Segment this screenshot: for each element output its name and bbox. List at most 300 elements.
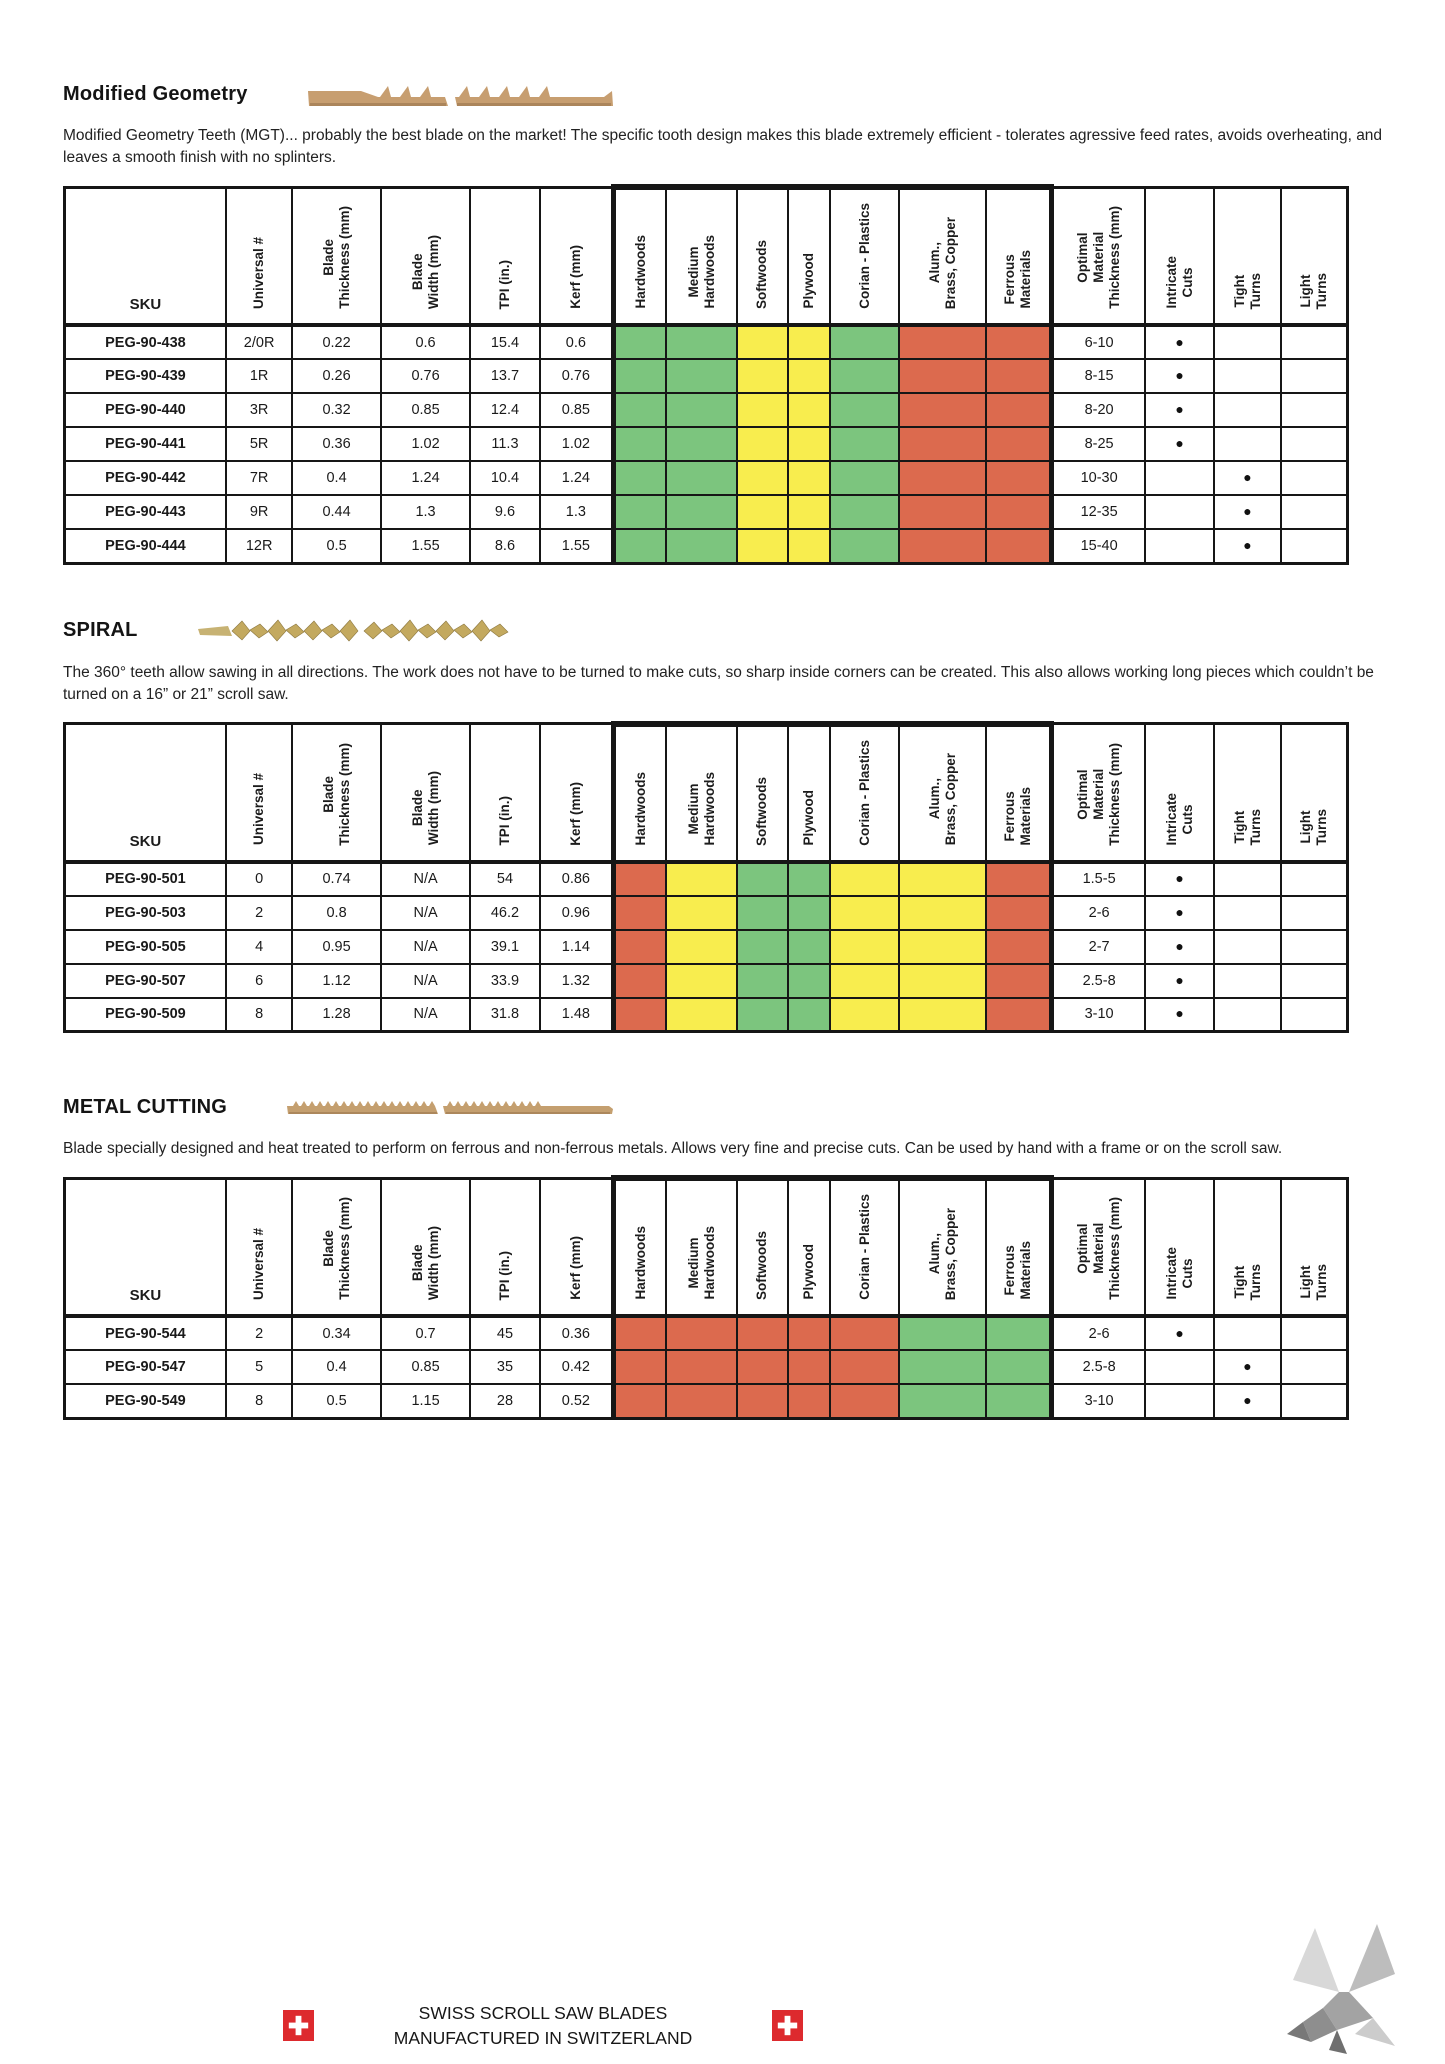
- material-cell-hardwoods: [614, 964, 666, 998]
- universal-cell: 12R: [226, 529, 293, 563]
- material-cell-ferrous-materials: [986, 896, 1051, 930]
- kerf-cell: 1.55: [540, 529, 614, 563]
- tight-cell: [1214, 964, 1281, 998]
- header-row: [65, 1178, 1348, 1316]
- header-row: [65, 724, 1348, 862]
- col-header-optimal: [1052, 724, 1145, 862]
- sku-cell: PEG-90-509: [65, 998, 226, 1032]
- material-cell-softwoods: [737, 1350, 788, 1384]
- material-cell-alum-brass-copper: [899, 529, 986, 563]
- col-header-label: TPI (in.): [496, 259, 512, 309]
- material-cell-alum-brass-copper: [899, 964, 986, 998]
- material-cell-corian-plastics: [830, 461, 899, 495]
- sku-cell: PEG-90-549: [65, 1384, 226, 1418]
- kerf-cell: 0.86: [540, 862, 614, 896]
- col-header-label: Ferrous Materials: [1002, 250, 1034, 309]
- col-header-tpi: [470, 1178, 539, 1316]
- universal-cell: 0: [226, 862, 293, 896]
- spiral-blade-icon: [196, 617, 516, 645]
- material-cell-plywood: [788, 1350, 830, 1384]
- material-cell-ferrous-materials: [986, 461, 1051, 495]
- col-header-label: Plywood: [801, 789, 817, 846]
- tight-cell: [1214, 393, 1281, 427]
- thickness-cell: 0.95: [292, 930, 380, 964]
- optimal-thickness-cell: 12-35: [1052, 495, 1145, 529]
- material-cell-alum-brass-copper: [899, 427, 986, 461]
- tight-cell: [1214, 461, 1281, 495]
- width-cell: 0.85: [381, 393, 471, 427]
- material-cell-softwoods: [737, 495, 788, 529]
- optimal-thickness-cell: 10-30: [1052, 461, 1145, 495]
- material-cell-corian-plastics: [830, 1316, 899, 1350]
- col-header-tight: [1214, 1178, 1281, 1316]
- col-header-medium-hardwoods: [666, 1178, 736, 1316]
- col-header-label: Medium Hardwoods: [685, 1226, 717, 1300]
- material-cell-softwoods: [737, 862, 788, 896]
- intricate-cell: [1145, 1384, 1214, 1418]
- col-header-label: Light Turns: [1297, 1263, 1329, 1300]
- col-header-hardwoods: [614, 187, 666, 325]
- col-header-sku: [65, 724, 226, 862]
- col-header-softwoods: [737, 724, 788, 862]
- col-header-universal: [226, 724, 293, 862]
- material-cell-ferrous-materials: [986, 930, 1051, 964]
- universal-cell: 8: [226, 998, 293, 1032]
- optimal-thickness-cell: 2.5-8: [1052, 1350, 1145, 1384]
- dot-mark: ●: [1175, 870, 1184, 886]
- material-cell-hardwoods: [614, 325, 666, 359]
- col-header-label: SKU: [129, 1287, 162, 1304]
- sku-cell: PEG-90-501: [65, 862, 226, 896]
- kerf-cell: 1.32: [540, 964, 614, 998]
- material-cell-plywood: [788, 930, 830, 964]
- intricate-cell: [1145, 359, 1214, 393]
- intricate-cell: [1145, 930, 1214, 964]
- col-header-ferrous-materials: [986, 724, 1051, 862]
- section-header: [63, 80, 1385, 108]
- dot-mark: ●: [1175, 903, 1184, 920]
- dot-mark: ●: [1175, 333, 1184, 350]
- kerf-cell: 0.6: [540, 325, 614, 359]
- light-cell: [1281, 862, 1348, 896]
- col-header-label: Corian - Plastics: [856, 739, 872, 846]
- material-cell-hardwoods: [614, 1350, 666, 1384]
- col-header-intricate: [1145, 1178, 1214, 1316]
- tight-cell: [1214, 930, 1281, 964]
- col-header-alum-brass-copper: [899, 724, 986, 862]
- col-header-label: Optimal Material Thickness (mm): [1075, 206, 1123, 309]
- material-cell-plywood: [788, 1384, 830, 1418]
- sku-cell: PEG-90-442: [65, 461, 226, 495]
- material-cell-plywood: [788, 359, 830, 393]
- sku-cell: PEG-90-505: [65, 930, 226, 964]
- col-header-optimal: [1052, 187, 1145, 325]
- sku-cell: PEG-90-544: [65, 1316, 226, 1350]
- col-header-width: [381, 724, 471, 862]
- material-cell-medium-hardwoods: [666, 393, 736, 427]
- col-header-corian-plastics: [830, 724, 899, 862]
- sku-cell: PEG-90-444: [65, 529, 226, 563]
- universal-cell: 6: [226, 964, 293, 998]
- light-cell: [1281, 461, 1348, 495]
- col-header-label: Alum., Brass, Copper: [926, 753, 958, 846]
- material-cell-hardwoods: [614, 461, 666, 495]
- material-cell-plywood: [788, 495, 830, 529]
- width-cell: N/A: [381, 862, 471, 896]
- section-spiral: [63, 617, 1385, 1034]
- col-header-sku: [65, 187, 226, 325]
- col-header-label: Hardwoods: [632, 1226, 648, 1300]
- section-description: Modified Geometry Teeth (MGT)... probably the best blade on the market! The specific tooth design makes this blade extremely efficient - tolerates agressive feed rates, avoids overheating, and leaves a smooth finish with no splinters.: [63, 127, 1383, 166]
- material-cell-alum-brass-copper: [899, 930, 986, 964]
- col-header-label: Plywood: [801, 1244, 817, 1300]
- table-row: [65, 896, 1348, 930]
- header-row: [65, 187, 1348, 325]
- material-cell-softwoods: [737, 427, 788, 461]
- kerf-cell: 0.36: [540, 1316, 614, 1350]
- material-cell-plywood: [788, 896, 830, 930]
- optimal-thickness-cell: 2-6: [1052, 896, 1145, 930]
- table-row: [65, 325, 1348, 359]
- material-cell-ferrous-materials: [986, 998, 1051, 1032]
- material-cell-softwoods: [737, 998, 788, 1032]
- col-header-label: Hardwoods: [632, 771, 648, 846]
- optimal-thickness-cell: 2-6: [1052, 1316, 1145, 1350]
- col-header-label: Plywood: [801, 253, 817, 309]
- light-cell: [1281, 1316, 1348, 1350]
- col-header-label: Ferrous Materials: [1002, 786, 1034, 846]
- material-cell-corian-plastics: [830, 495, 899, 529]
- light-cell: [1281, 325, 1348, 359]
- table-row: [65, 1316, 1348, 1350]
- light-cell: [1281, 1384, 1348, 1418]
- material-cell-alum-brass-copper: [899, 461, 986, 495]
- col-header-softwoods: [737, 187, 788, 325]
- material-cell-softwoods: [737, 461, 788, 495]
- table-row: [65, 359, 1348, 393]
- width-cell: N/A: [381, 998, 471, 1032]
- material-cell-ferrous-materials: [986, 427, 1051, 461]
- col-header-label: Light Turns: [1297, 272, 1329, 309]
- thickness-cell: 0.5: [292, 1384, 380, 1418]
- material-cell-alum-brass-copper: [899, 325, 986, 359]
- material-cell-ferrous-materials: [986, 862, 1051, 896]
- optimal-thickness-cell: 1.5-5: [1052, 862, 1145, 896]
- col-header-light: [1281, 724, 1348, 862]
- material-cell-medium-hardwoods: [666, 1350, 736, 1384]
- material-cell-medium-hardwoods: [666, 461, 736, 495]
- material-cell-alum-brass-copper: [899, 896, 986, 930]
- col-header-medium-hardwoods: [666, 724, 736, 862]
- material-cell-softwoods: [737, 393, 788, 427]
- tight-cell: [1214, 1384, 1281, 1418]
- optimal-thickness-cell: 3-10: [1052, 1384, 1145, 1418]
- sku-cell: PEG-90-441: [65, 427, 226, 461]
- dot-mark: ●: [1243, 536, 1252, 553]
- tpi-cell: 35: [470, 1350, 539, 1384]
- tight-cell: [1214, 495, 1281, 529]
- col-header-alum-brass-copper: [899, 1178, 986, 1316]
- universal-cell: 3R: [226, 393, 293, 427]
- material-cell-plywood: [788, 998, 830, 1032]
- section-header: [63, 617, 1385, 645]
- table-row: [65, 427, 1348, 461]
- col-header-plywood: [788, 1178, 830, 1316]
- col-header-corian-plastics: [830, 1178, 899, 1316]
- dot-mark: ●: [1175, 435, 1184, 451]
- material-cell-hardwoods: [614, 1316, 666, 1350]
- material-cell-hardwoods: [614, 359, 666, 393]
- material-cell-plywood: [788, 427, 830, 461]
- universal-cell: 8: [226, 1384, 293, 1418]
- tpi-cell: 9.6: [470, 495, 539, 529]
- dot-mark: ●: [1175, 937, 1184, 954]
- thickness-cell: 0.36: [292, 427, 380, 461]
- material-cell-corian-plastics: [830, 1350, 899, 1384]
- light-cell: [1281, 359, 1348, 393]
- col-header-label: SKU: [129, 832, 162, 850]
- width-cell: 0.76: [381, 359, 471, 393]
- col-header-label: Hardwoods: [632, 235, 648, 309]
- col-header-label: Softwoods: [754, 240, 770, 309]
- material-cell-plywood: [788, 529, 830, 563]
- kerf-cell: 1.24: [540, 461, 614, 495]
- col-header-label: Softwoods: [754, 1231, 770, 1300]
- dot-mark: ●: [1243, 1391, 1252, 1408]
- thickness-cell: 1.12: [292, 964, 380, 998]
- material-cell-softwoods: [737, 325, 788, 359]
- col-header-ferrous-materials: [986, 1178, 1051, 1316]
- col-header-label: Blade Width (mm): [409, 1225, 441, 1300]
- tight-cell: [1214, 862, 1281, 896]
- material-cell-softwoods: [737, 930, 788, 964]
- kerf-cell: 0.52: [540, 1384, 614, 1418]
- origami-bird-icon: [1281, 1922, 1399, 2060]
- width-cell: 1.24: [381, 461, 471, 495]
- light-cell: [1281, 930, 1348, 964]
- width-cell: 1.3: [381, 495, 471, 529]
- sku-cell: PEG-90-507: [65, 964, 226, 998]
- col-header-kerf: [540, 187, 614, 325]
- material-cell-softwoods: [737, 529, 788, 563]
- thickness-cell: 0.34: [292, 1316, 380, 1350]
- tight-cell: [1214, 1316, 1281, 1350]
- universal-cell: 9R: [226, 495, 293, 529]
- thickness-cell: 0.32: [292, 393, 380, 427]
- col-header-plywood: [788, 187, 830, 325]
- material-cell-hardwoods: [614, 998, 666, 1032]
- col-header-alum-brass-copper: [899, 187, 986, 325]
- tpi-cell: 54: [470, 862, 539, 896]
- col-header-label: TPI (in.): [496, 796, 512, 846]
- table-row: [65, 862, 1348, 896]
- section-metal-cutting: [63, 1093, 1385, 1420]
- material-cell-plywood: [788, 325, 830, 359]
- sku-cell: PEG-90-443: [65, 495, 226, 529]
- optimal-thickness-cell: 8-15: [1052, 359, 1145, 393]
- material-cell-medium-hardwoods: [666, 495, 736, 529]
- col-header-label: Kerf (mm): [567, 1236, 583, 1300]
- thickness-cell: 1.28: [292, 998, 380, 1032]
- material-cell-softwoods: [737, 359, 788, 393]
- material-cell-plywood: [788, 1316, 830, 1350]
- col-header-tpi: [470, 187, 539, 325]
- material-cell-medium-hardwoods: [666, 964, 736, 998]
- mgt-blade-icon: [306, 81, 616, 107]
- material-cell-corian-plastics: [830, 896, 899, 930]
- col-header-label: Optimal Material Thickness (mm): [1075, 1197, 1123, 1300]
- intricate-cell: [1145, 495, 1214, 529]
- col-header-label: Corian - Plastics: [856, 203, 872, 309]
- col-header-label: Blade Width (mm): [409, 234, 441, 309]
- material-cell-medium-hardwoods: [666, 862, 736, 896]
- col-header-label: Alum., Brass, Copper: [926, 1207, 958, 1300]
- thickness-cell: 0.8: [292, 896, 380, 930]
- material-cell-alum-brass-copper: [899, 1316, 986, 1350]
- col-header-width: [381, 187, 471, 325]
- material-cell-alum-brass-copper: [899, 495, 986, 529]
- col-header-label: Tight Turns: [1231, 1263, 1263, 1300]
- footer: [63, 2001, 1023, 2050]
- tpi-cell: 10.4: [470, 461, 539, 495]
- swiss-flag-icon: [772, 2010, 803, 2041]
- col-header-tight: [1214, 724, 1281, 862]
- universal-cell: 7R: [226, 461, 293, 495]
- mgt-spec-table: [63, 184, 1349, 565]
- col-header-light: [1281, 1178, 1348, 1316]
- width-cell: 1.02: [381, 427, 471, 461]
- thickness-cell: 0.74: [292, 862, 380, 896]
- width-cell: N/A: [381, 896, 471, 930]
- material-cell-ferrous-materials: [986, 325, 1051, 359]
- material-cell-softwoods: [737, 1316, 788, 1350]
- footer-text: [394, 2001, 692, 2050]
- material-cell-ferrous-materials: [986, 359, 1051, 393]
- material-cell-hardwoods: [614, 896, 666, 930]
- thickness-cell: 0.4: [292, 461, 380, 495]
- dot-mark: ●: [1243, 469, 1252, 485]
- col-header-ferrous-materials: [986, 187, 1051, 325]
- col-header-label: Kerf (mm): [567, 245, 583, 309]
- material-cell-corian-plastics: [830, 393, 899, 427]
- col-header-intricate: [1145, 187, 1214, 325]
- col-header-kerf: [540, 1178, 614, 1316]
- tpi-cell: 28: [470, 1384, 539, 1418]
- metal-spec-table: [63, 1175, 1349, 1420]
- tpi-cell: 45: [470, 1316, 539, 1350]
- material-cell-alum-brass-copper: [899, 359, 986, 393]
- width-cell: 0.7: [381, 1316, 471, 1350]
- intricate-cell: [1145, 896, 1214, 930]
- section-title: Modified Geometry: [63, 82, 248, 105]
- width-cell: 0.6: [381, 325, 471, 359]
- material-cell-softwoods: [737, 1384, 788, 1418]
- material-cell-medium-hardwoods: [666, 1316, 736, 1350]
- material-cell-medium-hardwoods: [666, 896, 736, 930]
- col-header-width: [381, 1178, 471, 1316]
- material-cell-medium-hardwoods: [666, 427, 736, 461]
- col-header-thickness: [292, 187, 380, 325]
- thickness-cell: 0.4: [292, 1350, 380, 1384]
- material-cell-plywood: [788, 461, 830, 495]
- col-header-label: Medium Hardwoods: [685, 235, 717, 309]
- optimal-thickness-cell: 15-40: [1052, 529, 1145, 563]
- col-header-label: Tight Turns: [1231, 809, 1263, 846]
- material-cell-alum-brass-copper: [899, 1350, 986, 1384]
- light-cell: [1281, 896, 1348, 930]
- kerf-cell: 1.02: [540, 427, 614, 461]
- col-header-label: Blade Width (mm): [409, 771, 441, 846]
- col-header-label: Universal #: [251, 773, 267, 846]
- intricate-cell: [1145, 964, 1214, 998]
- col-header-label: Blade Thickness (mm): [320, 742, 352, 846]
- tpi-cell: 8.6: [470, 529, 539, 563]
- light-cell: [1281, 427, 1348, 461]
- material-cell-ferrous-materials: [986, 393, 1051, 427]
- col-header-universal: [226, 1178, 293, 1316]
- col-header-tpi: [470, 724, 539, 862]
- material-cell-ferrous-materials: [986, 1350, 1051, 1384]
- table-row: [65, 495, 1348, 529]
- material-cell-hardwoods: [614, 930, 666, 964]
- intricate-cell: [1145, 461, 1214, 495]
- intricate-cell: [1145, 1350, 1214, 1384]
- material-cell-softwoods: [737, 896, 788, 930]
- sku-cell: PEG-90-440: [65, 393, 226, 427]
- dot-mark: ●: [1175, 971, 1184, 988]
- dot-mark: ●: [1175, 1324, 1184, 1341]
- col-header-thickness: [292, 1178, 380, 1316]
- col-header-label: Universal #: [251, 1227, 267, 1300]
- width-cell: 0.85: [381, 1350, 471, 1384]
- kerf-cell: 1.14: [540, 930, 614, 964]
- material-cell-medium-hardwoods: [666, 359, 736, 393]
- thickness-cell: 0.22: [292, 325, 380, 359]
- universal-cell: 4: [226, 930, 293, 964]
- width-cell: 1.55: [381, 529, 471, 563]
- footer-line-1: SWISS SCROLL SAW BLADES: [418, 2003, 668, 2023]
- kerf-cell: 0.96: [540, 896, 614, 930]
- width-cell: 1.15: [381, 1384, 471, 1418]
- col-header-label: Medium Hardwoods: [685, 771, 717, 846]
- section-description: The 360° teeth allow sawing in all directions. The work does not have to be turned to make cuts, so sharp inside corners can be created. This also allows working long pieces which couldn’t be turned on a 16” or 21” scroll saw.: [63, 663, 1374, 703]
- kerf-cell: 0.42: [540, 1350, 614, 1384]
- dot-mark: ●: [1175, 401, 1184, 417]
- col-header-label: SKU: [129, 296, 162, 313]
- col-header-hardwoods: [614, 1178, 666, 1316]
- col-header-label: Softwoods: [754, 776, 770, 846]
- kerf-cell: 0.76: [540, 359, 614, 393]
- kerf-cell: 1.3: [540, 495, 614, 529]
- universal-cell: 1R: [226, 359, 293, 393]
- material-cell-alum-brass-copper: [899, 998, 986, 1032]
- col-header-light: [1281, 187, 1348, 325]
- section-modified-geometry: [63, 80, 1385, 565]
- universal-cell: 2: [226, 1316, 293, 1350]
- material-cell-medium-hardwoods: [666, 325, 736, 359]
- material-cell-corian-plastics: [830, 862, 899, 896]
- tpi-cell: 12.4: [470, 393, 539, 427]
- material-cell-plywood: [788, 393, 830, 427]
- thickness-cell: 0.44: [292, 495, 380, 529]
- dot-mark: ●: [1243, 1358, 1252, 1374]
- col-header-thickness: [292, 724, 380, 862]
- material-cell-alum-brass-copper: [899, 1384, 986, 1418]
- material-cell-softwoods: [737, 964, 788, 998]
- material-cell-hardwoods: [614, 393, 666, 427]
- material-cell-corian-plastics: [830, 998, 899, 1032]
- optimal-thickness-cell: 2.5-8: [1052, 964, 1145, 998]
